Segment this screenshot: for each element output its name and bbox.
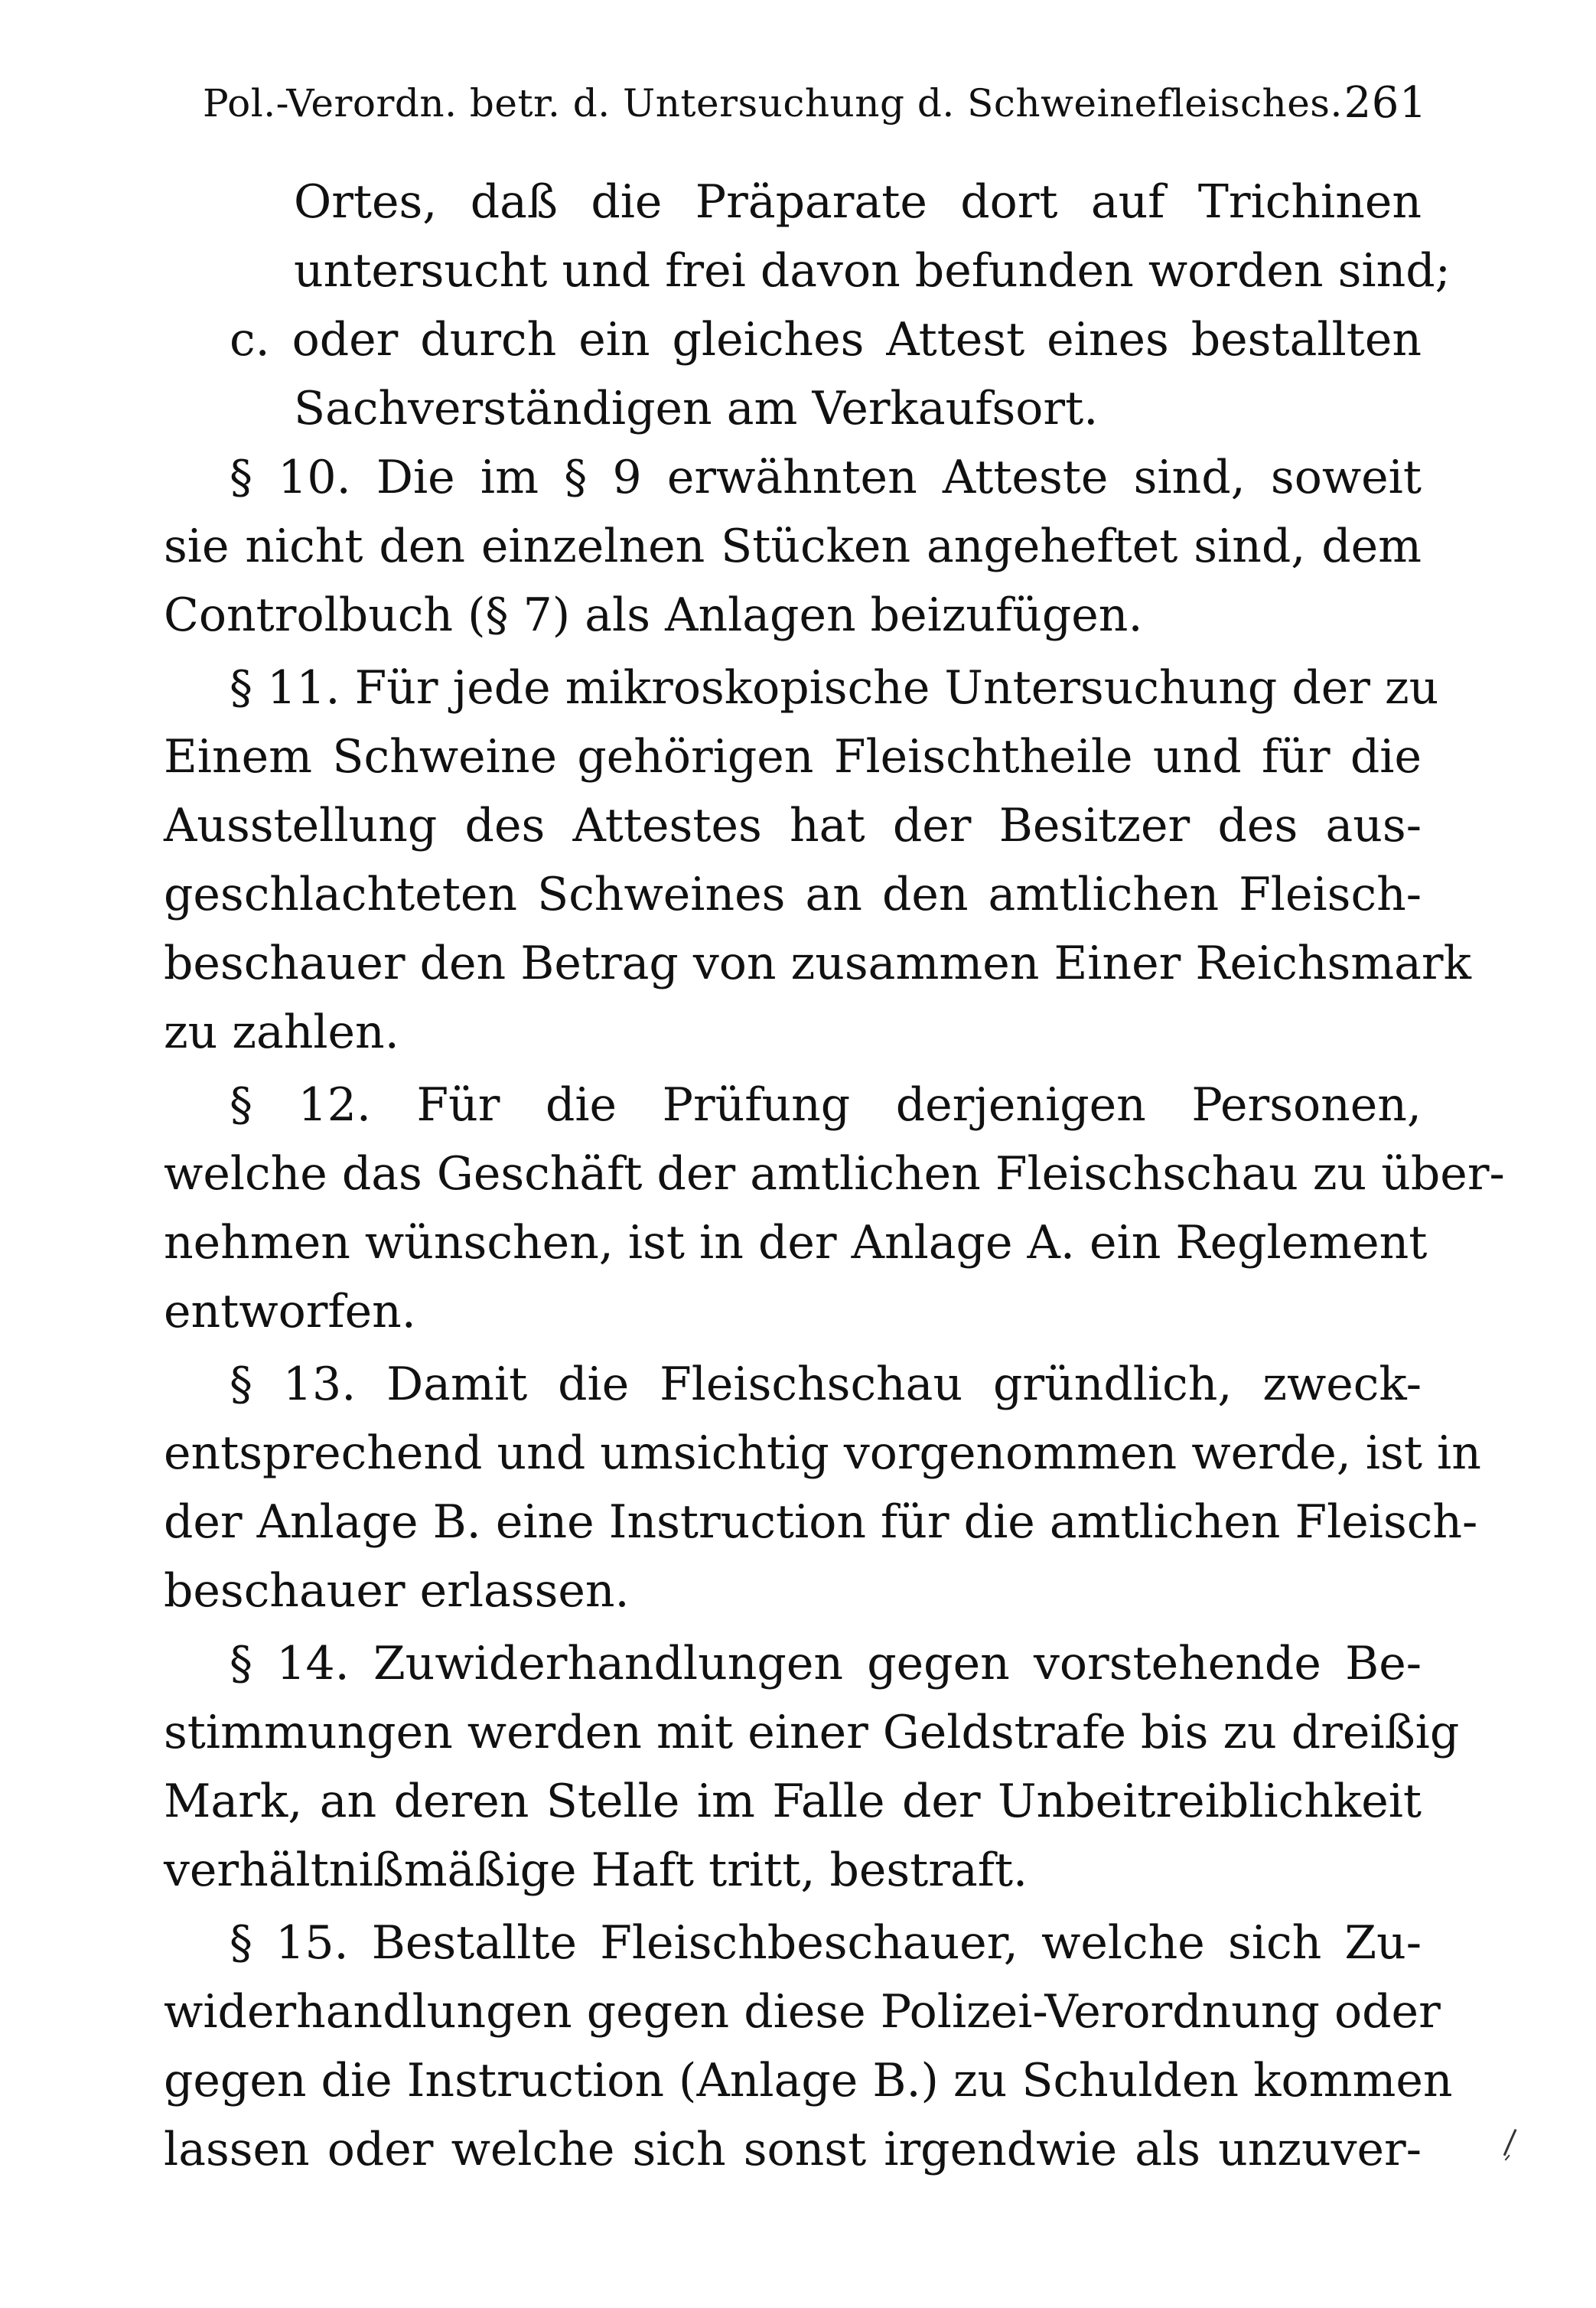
text-line: gegen die Instruction (Anlage B.) zu Schulden kommen — [164, 2054, 1453, 2108]
paragraph-14-start: § 14. Zuwiderhandlungen gegen vorstehende Be- — [230, 1637, 1422, 1690]
header-title: Pol.-Verordn. betr. d. Untersuchung d. Schweinefleisches. — [203, 81, 1343, 126]
text-line: Controlbuch (§ 7) als Anlagen beizufügen. — [164, 588, 1143, 642]
page-number: 261 — [1344, 78, 1427, 128]
text-line: widerhandlungen gegen diese Polizei-Verordnung oder — [164, 1985, 1441, 2039]
text-line: c. oder durch ein gleiches Attest eines bestallten — [230, 313, 1422, 367]
text-line: der Anlage B. eine Instruction für die amtlichen Fleisch- — [164, 1495, 1478, 1549]
text-line: entworfen. — [164, 1285, 416, 1338]
text-line: welche das Geschäft der amtlichen Fleischschau zu über- — [164, 1147, 1505, 1201]
text-line: geschlachteten Schweines an den amtlichen Fleisch- — [164, 868, 1422, 921]
text-line: untersucht und frei davon befunden worden sind; — [294, 244, 1451, 298]
text-line: sie nicht den einzelnen Stücken angeheftet sind, dem — [164, 520, 1422, 573]
text-line: verhältnißmäßige Haft tritt, bestraft. — [164, 1843, 1028, 1897]
margin-pencil-mark — [1490, 2122, 1532, 2164]
text-line: beschauer den Betrag von zusammen Einer Reichsmark — [164, 937, 1471, 990]
paragraph-10-start: § 10. Die im § 9 erwähnten Atteste sind, soweit — [230, 451, 1422, 504]
paragraph-11-start: § 11. Für jede mikroskopische Untersuchung der zu — [230, 661, 1439, 715]
text-line: zu zahlen. — [164, 1006, 399, 1059]
text-line: Ortes, daß die Präparate dort auf Trichinen — [294, 175, 1422, 229]
text-line: nehmen wünschen, ist in der Anlage A. ein Reglement — [164, 1216, 1428, 1270]
text-line: Mark, an deren Stelle im Falle der Unbeitreiblichkeit — [164, 1775, 1422, 1828]
text-line: entsprechend und umsichtig vorgenommen werde, ist in — [164, 1426, 1481, 1480]
paragraph-15-start: § 15. Bestallte Fleischbeschauer, welche sich Zu- — [230, 1916, 1422, 1970]
running-header — [203, 73, 1427, 134]
text-line: Sachverständigen am Verkaufsort. — [294, 382, 1099, 435]
text-line: beschauer erlassen. — [164, 1564, 630, 1618]
paragraph-12-start: § 12. Für die Prüfung derjenigen Personen, — [230, 1078, 1422, 1132]
text-line: Ausstellung des Attestes hat der Besitzer des aus- — [164, 799, 1422, 852]
text-line: Einem Schweine gehörigen Fleischtheile und für die — [164, 730, 1422, 784]
text-line: stimmungen werden mit einer Geldstrafe bis zu dreißig — [164, 1706, 1460, 1759]
text-line: lassen oder welche sich sonst irgendwie als unzuver- — [164, 2123, 1422, 2176]
paragraph-13-start: § 13. Damit die Fleischschau gründlich, zweck- — [230, 1358, 1422, 1411]
